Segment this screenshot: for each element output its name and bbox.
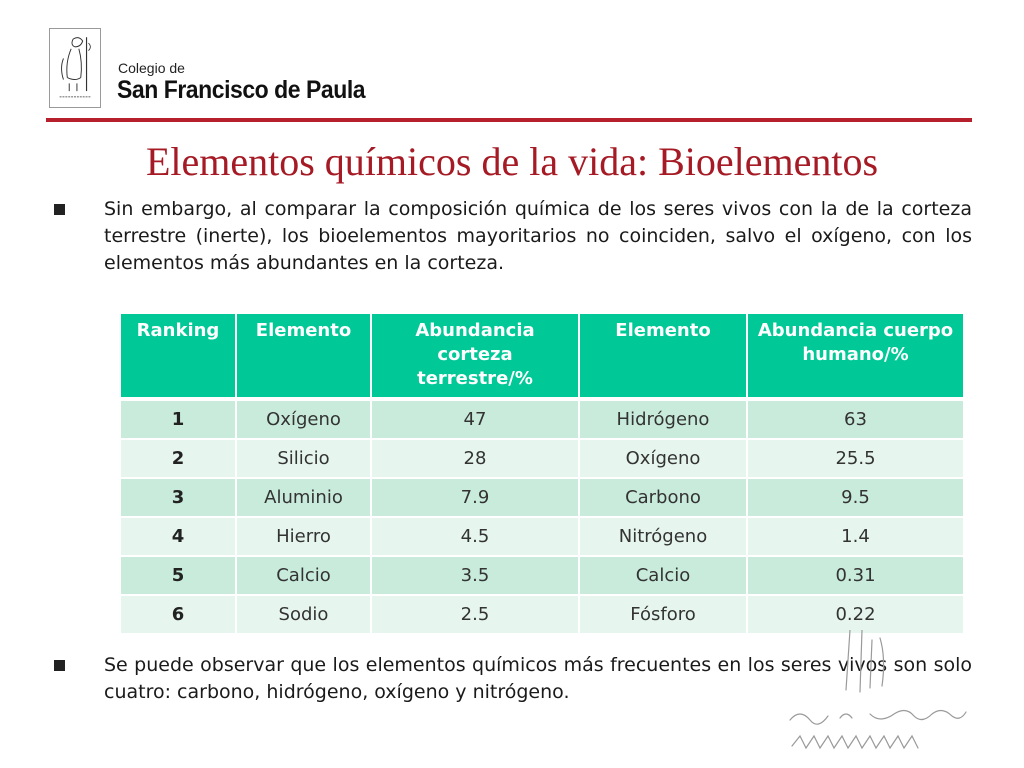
bullet-text: Se puede observar que los elementos químicos más frecuentes en los seres vivos son solo cuatro: carbono, hidrógeno, oxígeno y nitrógeno. (104, 654, 972, 703)
header-divider (46, 118, 972, 122)
cell-ranking: 3 (121, 478, 236, 517)
cell-abundancia-cuerpo: 0.31 (747, 556, 963, 595)
cell-elemento-corteza: Sodio (236, 595, 371, 633)
school-logo-emblem (49, 28, 101, 108)
cell-abundancia-corteza: 47 (371, 399, 579, 439)
signature-watermark-icon (780, 630, 990, 760)
cell-abundancia-cuerpo: 1.4 (747, 517, 963, 556)
cell-ranking: 2 (121, 439, 236, 478)
header-elemento-corteza: Elemento (236, 314, 371, 399)
bullet-item (54, 196, 972, 277)
table-row (121, 517, 963, 556)
cell-elemento-corteza: Silicio (236, 439, 371, 478)
cell-abundancia-corteza: 7.9 (371, 478, 579, 517)
logo-line-1: Colegio de (118, 60, 185, 76)
bullet-text: Sin embargo, al comparar la composición química de los seres vivos con la de la corteza terrestre (inerte), los bioelementos mayoritarios no coinciden, salvo el oxígeno, con los elementos más abundantes en la corteza. (104, 198, 972, 274)
saint-figure-icon (50, 29, 100, 107)
header-abundancia-cuerpo: Abundancia cuerpo humano/% (747, 314, 963, 399)
table-row (121, 556, 963, 595)
cell-abundancia-cuerpo: 25.5 (747, 439, 963, 478)
slide-title: Elementos químicos de la vida: Bioelementos (145, 139, 879, 184)
header-ranking: Ranking (121, 314, 236, 399)
header-elemento-cuerpo: Elemento (579, 314, 747, 399)
cell-elemento-cuerpo: Nitrógeno (579, 517, 747, 556)
cell-elemento-corteza: Oxígeno (236, 399, 371, 439)
table-row (121, 399, 963, 439)
cell-abundancia-corteza: 3.5 (371, 556, 579, 595)
header-abundancia-corteza: Abundancia corteza terrestre/% (371, 314, 579, 399)
cell-elemento-cuerpo: Calcio (579, 556, 747, 595)
cell-elemento-corteza: Hierro (236, 517, 371, 556)
square-bullet-icon (54, 204, 65, 215)
cell-elemento-cuerpo: Hidrógeno (579, 399, 747, 439)
cell-ranking: 5 (121, 556, 236, 595)
elements-table (121, 314, 963, 633)
cell-ranking: 6 (121, 595, 236, 633)
cell-ranking: 4 (121, 517, 236, 556)
cell-abundancia-cuerpo: 0.22 (747, 595, 963, 633)
logo-line-2: San Francisco de Paula (117, 76, 366, 104)
cell-ranking: 1 (121, 399, 236, 439)
square-bullet-icon (54, 660, 65, 671)
table-row (121, 478, 963, 517)
cell-abundancia-corteza: 4.5 (371, 517, 579, 556)
cell-elemento-corteza: Calcio (236, 556, 371, 595)
cell-elemento-cuerpo: Carbono (579, 478, 747, 517)
cell-elemento-cuerpo: Fósforo (579, 595, 747, 633)
cell-abundancia-cuerpo: 63 (747, 399, 963, 439)
table-header-row (121, 314, 963, 399)
table-row (121, 439, 963, 478)
cell-abundancia-cuerpo: 9.5 (747, 478, 963, 517)
cell-elemento-corteza: Aluminio (236, 478, 371, 517)
cell-elemento-cuerpo: Oxígeno (579, 439, 747, 478)
cell-abundancia-corteza: 28 (371, 439, 579, 478)
cell-abundancia-corteza: 2.5 (371, 595, 579, 633)
table-row (121, 595, 963, 633)
